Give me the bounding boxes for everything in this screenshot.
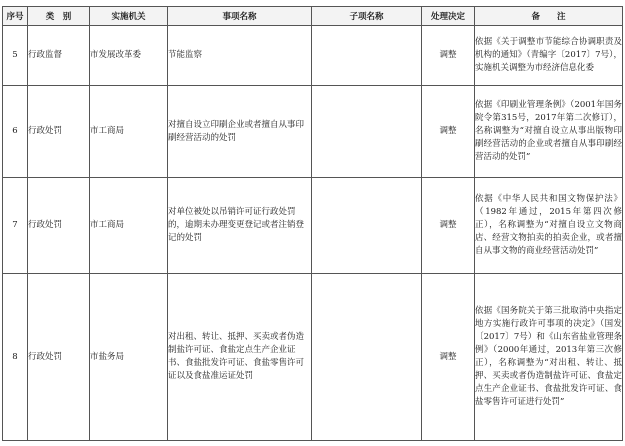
- row-item: 对擅自设立印刷企业或者擅自从事印刷经营活动的处罚: [168, 86, 312, 178]
- header-seq: 序号: [3, 7, 28, 26]
- row-seq: 7: [3, 178, 28, 274]
- row-remark: 依据《印刷业管理条例》（2001年国务院令第315号，2017年第二次修订），名称调整为“对擅自设立从事出版物印刷经营活动的企业或者擅自从事印刷经营活动的处罚”: [475, 86, 623, 178]
- header-agency: 实施机关: [90, 7, 168, 26]
- row-item: 对出租、转让、抵押、买卖或者伪造制盐许可证、食盐定点生产企业证书、食盐批发许可证、食盐零售许可证以及食盐准运证处罚: [168, 274, 312, 441]
- row-category: 行政监督: [28, 26, 90, 86]
- table-row: [3, 274, 623, 441]
- row-subitem: [312, 274, 422, 441]
- row-agency: 市工商局: [90, 86, 168, 178]
- header-subitem: 子项名称: [312, 7, 422, 26]
- header-category: 类 别: [28, 7, 90, 26]
- row-category: 行政处罚: [28, 86, 90, 178]
- header-remark: 备 注: [475, 7, 623, 26]
- row-remark: 依据《中华人民共和国文物保护法》（1982年通过，2015年第四次修正），名称调整为“对擅自设立文物商店、经营文物拍卖的拍卖企业，或者擅自从事文物的商业经营活动处罚”: [475, 178, 623, 274]
- row-agency: 市工商局: [90, 178, 168, 274]
- row-subitem: [312, 178, 422, 274]
- table-row: [3, 26, 623, 86]
- row-remark: 依据《关于调整市节能综合协调职责及机构的通知》（青编字〔2017〕7号），实施机关调整为市经济信息化委: [475, 26, 623, 86]
- row-item: 节能监察: [168, 26, 312, 86]
- row-seq: 8: [3, 274, 28, 441]
- items-table: [2, 6, 623, 441]
- row-item: 对单位被处以吊销许可证行政处罚的，逾期未办理变更登记或者注销登记的处罚: [168, 178, 312, 274]
- table-row: [3, 86, 623, 178]
- header-row: [3, 7, 623, 26]
- row-decision: 调整: [422, 178, 475, 274]
- row-category: 行政处罚: [28, 274, 90, 441]
- row-decision: 调整: [422, 274, 475, 441]
- row-category: 行政处罚: [28, 178, 90, 274]
- table-row: [3, 178, 623, 274]
- row-remark: 依据《国务院关于第三批取消中央指定地方实施行政许可事项的决定》（国发〔2017〕7号）和《山东省盐业管理条例》（2000年通过，2013年第三次修正），名称调整为“对出租、转让、抵押、买卖或者伪造制盐许可证、食盐定点生产企业证书、食盐批发许可证、食盐零售许可证进行处罚”: [475, 274, 623, 441]
- row-agency: 市发展改革委: [90, 26, 168, 86]
- row-decision: 调整: [422, 26, 475, 86]
- row-subitem: [312, 26, 422, 86]
- row-agency: 市盐务局: [90, 274, 168, 441]
- row-subitem: [312, 86, 422, 178]
- header-decision: 处理决定: [422, 7, 475, 26]
- row-seq: 6: [3, 86, 28, 178]
- header-item: 事项名称: [168, 7, 312, 26]
- row-decision: 调整: [422, 86, 475, 178]
- row-seq: 5: [3, 26, 28, 86]
